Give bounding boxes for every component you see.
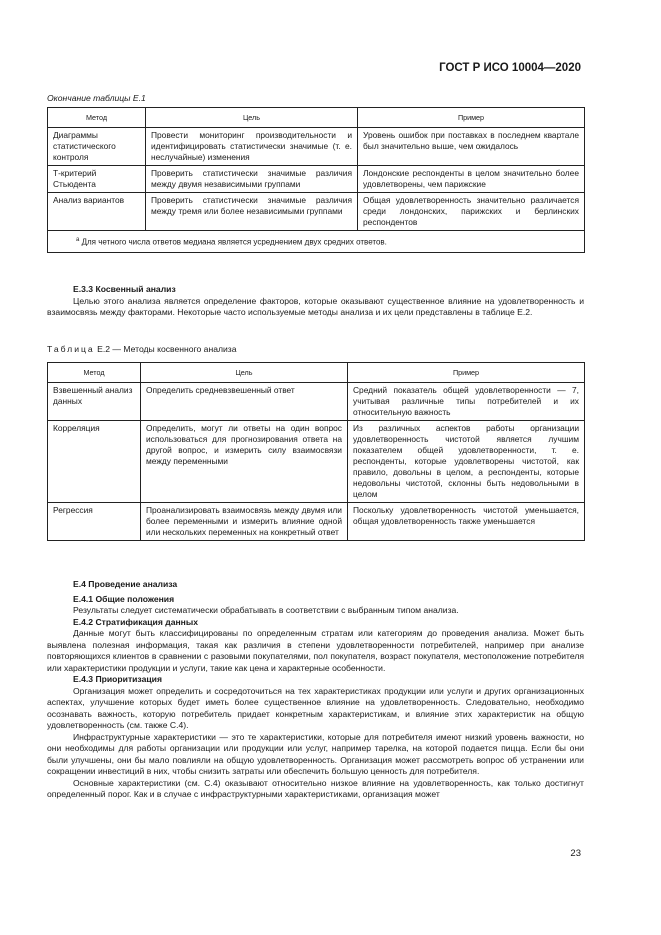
- section-heading: Е.3.3 Косвенный анализ: [73, 284, 176, 294]
- table-row: [48, 383, 585, 421]
- col-method-header: Метод: [48, 108, 146, 128]
- col-method-header: Метод: [48, 363, 141, 383]
- col-example-header: Пример: [348, 363, 585, 383]
- col-goal-header: Цель: [141, 363, 348, 383]
- subsection-heading: Е.4.1 Общие положения: [73, 593, 175, 604]
- table-row: [48, 193, 585, 231]
- table-footnote: [48, 231, 585, 253]
- footnote-mark: a: [76, 237, 80, 243]
- table2-caption: [47, 344, 237, 354]
- cell-method: Взвешенный анализ данных: [48, 383, 141, 421]
- cell-example: Лондонские респонденты в целом значительно более удовлетворены, чем парижские: [358, 166, 585, 193]
- col-example-header: Пример: [358, 108, 585, 128]
- section-e33: [47, 284, 584, 319]
- paragraph: Организация может определить и сосредоточиться на тех характеристиках продукции или услуги и других организационных аспектах, улучшение которых будет иметь более существенное влияние на удовлетворенность. Следовательно, необходимо осознавать важность, которую потребитель придает конкретным характеристикам, и влияние этих характеристик на общую удовлетворенность (см. также С.4).: [47, 685, 584, 730]
- col-goal-header: Цель: [146, 108, 358, 128]
- cell-goal: Провести мониторинг производительности и идентифицировать статистически значимые (т. е. неслучайные) изменения: [146, 128, 358, 166]
- subsection-heading: Е.4.3 Приоритизация: [73, 674, 162, 684]
- table-header-row: [48, 108, 585, 128]
- page-number: 23: [570, 848, 581, 859]
- section-e4: [47, 579, 584, 801]
- document-code: ГОСТ Р ИСО 10004—2020: [439, 62, 581, 74]
- paragraph: Результаты следует систематически обрабатывать в соответствии с выбранным типом анализа.: [73, 605, 459, 615]
- cell-example: Общая удовлетворенность значительно различается среди лондонских, парижских и берлинских респондентов: [358, 193, 585, 231]
- cell-goal: Определить средневзвешенный ответ: [141, 383, 348, 421]
- cell-example: Из различных аспектов работы организации удовлетворенность чистотой является лучшим показателем общей удовлетворенности, т. е. респонденты, которые удовлетворены чистотой, как правило, довольны в целом, а респонденты, которые недовольны чистотой, склонны быть недовольными в целом: [348, 421, 585, 503]
- cell-example: Средний показатель общей удовлетворенности — 7, учитывая различные типы потребителей и их относительную важность: [348, 383, 585, 421]
- paragraph: Данные могут быть классифицированы по определенным стратам или категориям до проведения анализа. Может быть выявлена полезная информация, такая как различия в степени удовлетворенности потребителей, например при анализе повторяющихся клиентов в сравнении с разовыми покупателями, пол покупателя, возраст покупателя, местоположение потребителя или характеристики продукции и услуги, такие как цена и характерные особенности.: [47, 628, 584, 673]
- table-header-row: [48, 363, 585, 383]
- table-e1: [47, 107, 585, 253]
- cell-method: Т-критерий Стьюдента: [48, 166, 146, 193]
- table-row: [48, 503, 585, 541]
- table-e2: [47, 362, 585, 541]
- footnote-text: Для четного числа ответов медиана является усреднением двух средних ответов.: [79, 237, 387, 247]
- cell-goal: Проверить статистически значимые различия между двумя независимыми группами: [146, 166, 358, 193]
- cell-goal: Проанализировать взаимосвязь между двумя или более переменными и измерить влияние одной или нескольких переменных на конкретный ответ: [141, 503, 348, 541]
- cell-method: Регрессия: [48, 503, 141, 541]
- section-heading: Е.4 Проведение анализа: [73, 579, 178, 589]
- table2-caption-label: Таблица: [47, 344, 95, 354]
- table-row: [48, 128, 585, 166]
- cell-method: Корреляция: [48, 421, 141, 503]
- cell-example: Поскольку удовлетворенность чистотой уменьшается, общая удовлетворенность также уменьшается: [348, 503, 585, 541]
- table2-caption-title: Е.2 — Методы косвенного анализа: [94, 344, 237, 354]
- paragraph: Инфраструктурные характеристики — это те характеристики, которые для потребителя имеют низкий уровень важности, но они необходимы для работы организации или продукции или услуг, например тарелка, на которой подается пицца. Если бы они были улучшены, они бы мало повлияли на общую удовлетворенность. Организация может рассмотреть вопрос об устранении или сокращении инвестиций в них, чтобы снизить затраты или обеспечить большую ценность для потребителя.: [47, 731, 584, 776]
- table-row: [48, 166, 585, 193]
- cell-goal: Проверить статистически значимые различия между тремя или более независимыми группами: [146, 193, 358, 231]
- cell-method: Диаграммы статистического контроля: [48, 128, 146, 166]
- paragraph: Основные характеристики (см. С.4) оказывают относительно низкое влияние на удовлетворенность, как только достигнут определенный порог. Как и в случае с инфраструктурными характеристиками, организация может: [47, 777, 584, 799]
- subsection-heading: Е.4.2 Стратификация данных: [73, 616, 198, 627]
- table-footnote-row: [48, 231, 585, 253]
- table-row: [48, 421, 585, 503]
- table1-caption: Окончание таблицы Е.1: [47, 93, 146, 103]
- cell-example: Уровень ошибок при поставках в последнем квартале был значительно выше, чем ожидалось: [358, 128, 585, 166]
- paragraph: Целью этого анализа является определение факторов, которые оказывают существенное влияние на удовлетворенность и взаимосвязь между факторами. Некоторые часто используемые методы анализа и их цели представлены в таблице Е.2.: [47, 295, 584, 317]
- cell-method: Анализ вариантов: [48, 193, 146, 231]
- cell-goal: Определить, могут ли ответы на один вопрос использоваться для прогнозирования ответа на другой вопрос, и измерить силу взаимосвязи между переменными: [141, 421, 348, 503]
